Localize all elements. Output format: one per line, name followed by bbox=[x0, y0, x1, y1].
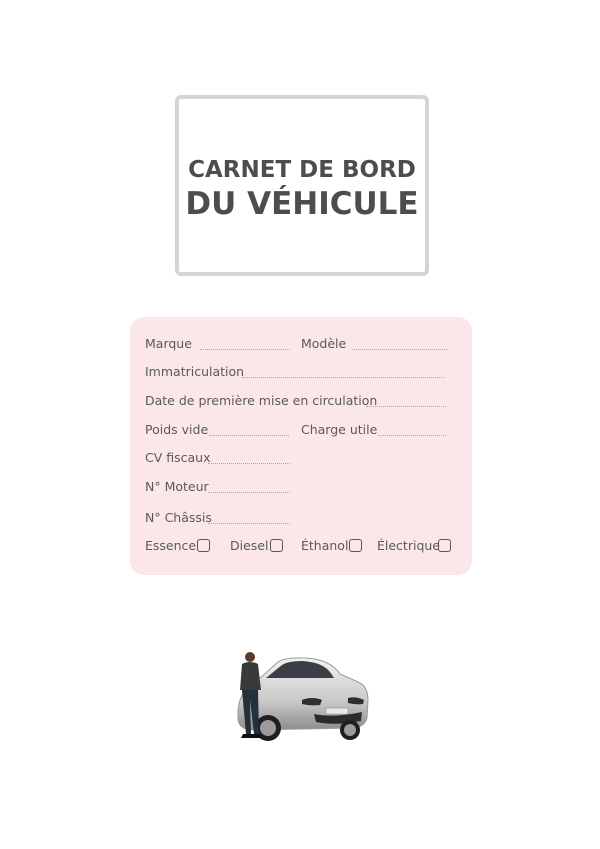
title-line-1: CARNET DE BORD bbox=[188, 156, 416, 183]
charge-utile-label: Charge utile bbox=[301, 422, 378, 437]
marque-field[interactable] bbox=[200, 349, 290, 350]
cv-fiscaux-field[interactable] bbox=[208, 463, 290, 464]
charge-utile-field[interactable] bbox=[378, 435, 446, 436]
modele-label: Modèle bbox=[301, 336, 347, 351]
electrique-label: Électrique bbox=[377, 538, 440, 553]
essence-checkbox[interactable] bbox=[197, 539, 210, 552]
car-with-person-icon bbox=[230, 648, 375, 753]
numero-moteur-label: N° Moteur bbox=[145, 479, 209, 494]
electrique-checkbox[interactable] bbox=[438, 539, 451, 552]
numero-chassis-field[interactable] bbox=[208, 523, 290, 524]
date-mise-circulation-label: Date de première mise en circulation bbox=[145, 393, 378, 408]
immatriculation-label: Immatriculation bbox=[145, 364, 245, 379]
diesel-checkbox[interactable] bbox=[270, 539, 283, 552]
numero-moteur-field[interactable] bbox=[208, 492, 290, 493]
ethanol-label: Éthanol bbox=[301, 538, 349, 553]
poids-vide-label: Poids vide bbox=[145, 422, 209, 437]
date-mise-circulation-field[interactable] bbox=[366, 406, 446, 407]
title-line-2: DU VÉHICULE bbox=[185, 185, 419, 222]
ethanol-checkbox[interactable] bbox=[349, 539, 362, 552]
car-illustration-svg bbox=[230, 648, 375, 748]
immatriculation-field[interactable] bbox=[242, 377, 444, 378]
vehicle-info-card bbox=[130, 317, 472, 575]
modele-field[interactable] bbox=[352, 349, 447, 350]
cv-fiscaux-label: CV fiscaux bbox=[145, 450, 211, 465]
poids-vide-field[interactable] bbox=[209, 435, 289, 436]
essence-label: Essence bbox=[145, 538, 197, 553]
numero-chassis-label: N° Châssis bbox=[145, 510, 212, 525]
diesel-label: Diesel bbox=[230, 538, 269, 553]
title-box bbox=[175, 95, 429, 276]
marque-label: Marque bbox=[145, 336, 192, 351]
